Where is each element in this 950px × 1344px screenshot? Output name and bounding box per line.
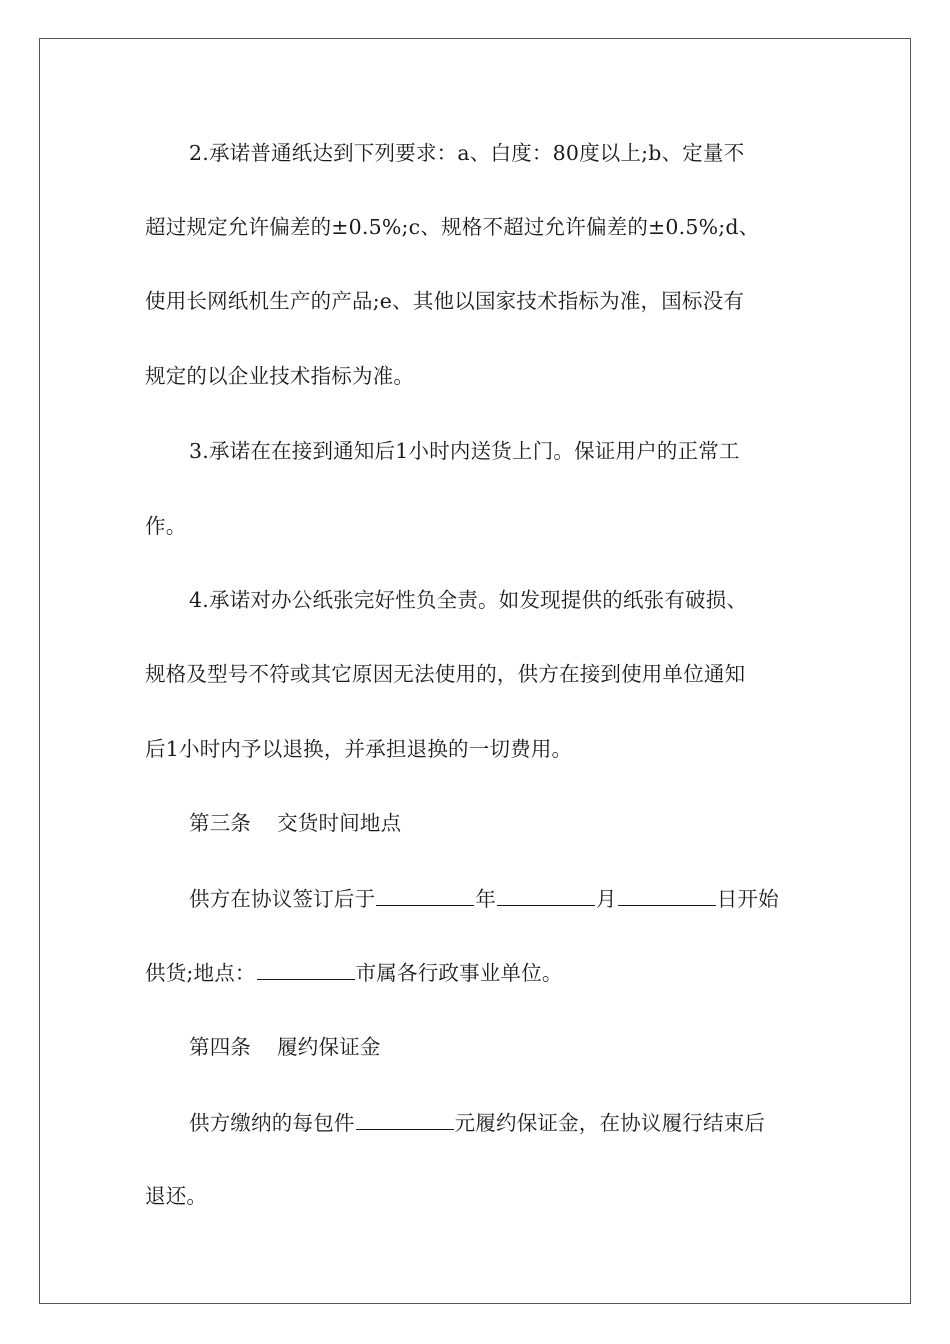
paragraph-4-line-3: 后1小时内予以退换，并承担退换的一切费用。: [145, 737, 573, 761]
deposit-text-end: 元履约保证金，在协议履行结束后: [454, 1111, 766, 1135]
paragraph-3-line-2: 作。: [145, 514, 187, 538]
month-blank-field[interactable]: [497, 883, 595, 906]
paragraph-4-line-1: 4.承诺对办公纸张完好性负全责。如发现提供的纸张有破损、: [189, 588, 748, 612]
paragraph-2-line-4: 规定的以企业技术指标为准。: [145, 364, 415, 388]
paragraph-6-line-2: 退还。: [145, 1184, 208, 1208]
paragraph-4-line-2: 规格及型号不符或其它原因无法使用的，供方在接到使用单位通知: [145, 662, 746, 686]
article-4-number: 第四条: [189, 1035, 252, 1059]
paragraph-6-line-1: [189, 1107, 765, 1138]
paragraph-2-line-1: 2.承诺普通纸达到下列要求：a、白度：80度以上;b、定量不: [189, 141, 745, 165]
article-3-number: 第三条: [189, 811, 252, 835]
paragraph-2-line-2: 超过规定允许偏差的±0.5%;c、规格不超过允许偏差的±0.5%;d、: [145, 215, 760, 239]
day-blank-field[interactable]: [618, 883, 716, 906]
month-label: 月: [596, 887, 617, 911]
paragraph-2-line-3: 使用长网纸机生产的产品;e、其他以国家技术指标为准，国标没有: [145, 289, 745, 313]
day-label: 日开始: [716, 887, 779, 911]
paragraph-5-line-1: [189, 883, 779, 914]
location-blank-field[interactable]: [257, 957, 355, 980]
year-blank-field[interactable]: [376, 883, 474, 906]
paragraph-5-line-2: [145, 957, 563, 988]
article-4-heading: [189, 1032, 381, 1062]
paragraph-3-line-1: 3.承诺在在接到通知后1小时内送货上门。保证用户的正常工: [189, 439, 740, 463]
delivery-text-start: 供方在协议签订后于: [189, 887, 376, 911]
location-text: 市属各行政事业单位。: [355, 961, 563, 985]
deposit-text-start: 供方缴纳的每包件: [189, 1111, 355, 1135]
article-3-heading: [189, 808, 401, 838]
deposit-amount-blank-field[interactable]: [356, 1107, 454, 1130]
location-label: 供货;地点：: [145, 961, 256, 985]
article-3-title: 交货时间地点: [277, 811, 402, 835]
article-4-title: 履约保证金: [277, 1035, 381, 1059]
year-label: 年: [475, 887, 497, 911]
